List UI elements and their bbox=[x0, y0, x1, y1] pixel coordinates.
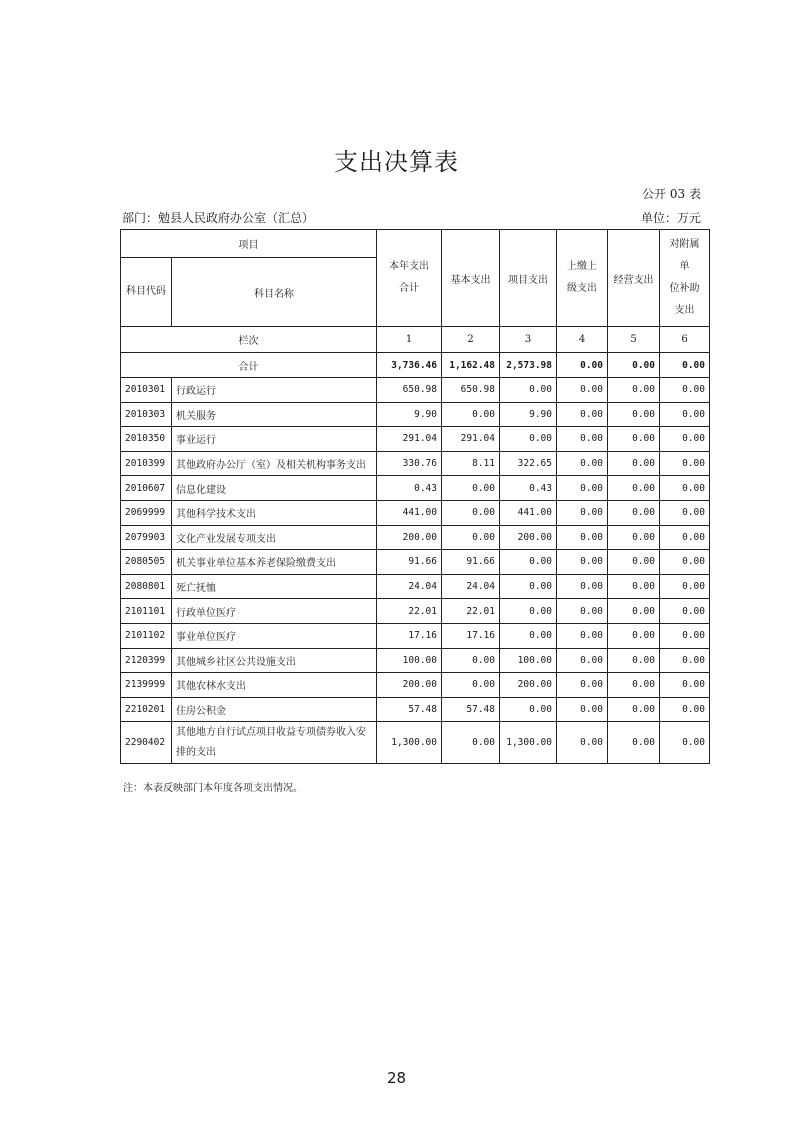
header-line-label: 栏次 bbox=[121, 327, 377, 353]
amount-cell: 0.00 bbox=[608, 599, 660, 624]
amount-cell: 0.00 bbox=[660, 673, 710, 698]
amount-cell: 0.00 bbox=[557, 648, 608, 673]
subject-name: 行政运行 bbox=[172, 378, 377, 403]
amount-cell: 0.00 bbox=[608, 500, 660, 525]
amount-cell: 0.00 bbox=[500, 623, 557, 648]
total-value: 0.00 bbox=[608, 353, 660, 378]
header-business: 经营支出 bbox=[608, 230, 660, 327]
amount-cell: 57.48 bbox=[442, 697, 500, 722]
amount-cell: 291.04 bbox=[442, 427, 500, 452]
line-num: 6 bbox=[660, 327, 710, 353]
amount-cell: 0.00 bbox=[660, 648, 710, 673]
subject-code: 2010607 bbox=[121, 476, 172, 501]
line-num: 5 bbox=[608, 327, 660, 353]
amount-cell: 0.00 bbox=[442, 722, 500, 764]
form-number: 公开 03 表 bbox=[642, 187, 701, 201]
subject-code: 2120399 bbox=[121, 648, 172, 673]
subject-name: 其他城乡社区公共设施支出 bbox=[172, 648, 377, 673]
amount-cell: 0.00 bbox=[608, 550, 660, 575]
amount-cell: 200.00 bbox=[377, 673, 442, 698]
subject-code: 2101102 bbox=[121, 623, 172, 648]
amount-cell: 0.43 bbox=[377, 476, 442, 501]
table-row bbox=[121, 427, 710, 452]
table-row bbox=[121, 378, 710, 403]
amount-cell: 330.76 bbox=[377, 451, 442, 476]
subject-name: 事业单位医疗 bbox=[172, 623, 377, 648]
total-value: 0.00 bbox=[557, 353, 608, 378]
subject-name: 其他科学技术支出 bbox=[172, 500, 377, 525]
amount-cell: 0.00 bbox=[660, 550, 710, 575]
amount-cell: 0.00 bbox=[608, 673, 660, 698]
subject-name: 住房公积金 bbox=[172, 697, 377, 722]
footnote: 注：本表反映部门本年度各项支出情况。 bbox=[123, 783, 303, 794]
total-value: 0.00 bbox=[660, 353, 710, 378]
amount-cell: 100.00 bbox=[500, 648, 557, 673]
subject-code: 2101101 bbox=[121, 599, 172, 624]
amount-cell: 0.00 bbox=[660, 378, 710, 403]
subject-code: 2010350 bbox=[121, 427, 172, 452]
table-row bbox=[121, 673, 710, 698]
amount-cell: 0.00 bbox=[608, 722, 660, 764]
unit-label: 单位：万元 bbox=[640, 211, 701, 225]
subject-code: 2290402 bbox=[121, 722, 172, 764]
amount-cell: 0.00 bbox=[442, 673, 500, 698]
subject-code: 2079903 bbox=[121, 525, 172, 550]
amount-cell: 0.00 bbox=[608, 697, 660, 722]
line-num: 2 bbox=[442, 327, 500, 353]
amount-cell: 0.00 bbox=[660, 574, 710, 599]
header-project: 项目 bbox=[121, 230, 377, 258]
amount-cell: 0.00 bbox=[557, 378, 608, 403]
amount-cell: 24.04 bbox=[377, 574, 442, 599]
table-row bbox=[121, 722, 710, 764]
amount-cell: 0.00 bbox=[660, 697, 710, 722]
subject-name: 其他农林水支出 bbox=[172, 673, 377, 698]
total-row bbox=[121, 353, 710, 378]
table-row bbox=[121, 648, 710, 673]
amount-cell: 0.00 bbox=[557, 599, 608, 624]
amount-cell: 91.66 bbox=[377, 550, 442, 575]
amount-cell: 650.98 bbox=[442, 378, 500, 403]
subject-name: 其他地方自行试点项目收益专项债券收入安排的支出 bbox=[172, 722, 377, 764]
subject-name: 事业运行 bbox=[172, 427, 377, 452]
total-value: 1,162.48 bbox=[442, 353, 500, 378]
subject-code: 2210201 bbox=[121, 697, 172, 722]
amount-cell: 0.00 bbox=[660, 427, 710, 452]
subject-name: 信息化建设 bbox=[172, 476, 377, 501]
amount-cell: 0.00 bbox=[500, 378, 557, 403]
amount-cell: 0.00 bbox=[557, 427, 608, 452]
amount-cell: 0.00 bbox=[557, 500, 608, 525]
amount-cell: 8.11 bbox=[442, 451, 500, 476]
subject-name: 其他政府办公厅（室）及相关机构事务支出 bbox=[172, 451, 377, 476]
table-row bbox=[121, 623, 710, 648]
amount-cell: 22.01 bbox=[377, 599, 442, 624]
amount-cell: 100.00 bbox=[377, 648, 442, 673]
amount-cell: 0.00 bbox=[557, 451, 608, 476]
amount-cell: 0.00 bbox=[660, 525, 710, 550]
line-num: 4 bbox=[557, 327, 608, 353]
amount-cell: 200.00 bbox=[500, 673, 557, 698]
amount-cell: 0.00 bbox=[608, 574, 660, 599]
amount-cell: 200.00 bbox=[500, 525, 557, 550]
table-row bbox=[121, 574, 710, 599]
amount-cell: 0.00 bbox=[660, 500, 710, 525]
amount-cell: 9.90 bbox=[377, 402, 442, 427]
amount-cell: 0.00 bbox=[557, 402, 608, 427]
header-subsidy: 对附属 单 位补助 支出 bbox=[660, 230, 710, 327]
amount-cell: 17.16 bbox=[442, 623, 500, 648]
amount-cell: 0.00 bbox=[557, 550, 608, 575]
amount-cell: 0.43 bbox=[500, 476, 557, 501]
amount-cell: 0.00 bbox=[660, 402, 710, 427]
amount-cell: 0.00 bbox=[608, 427, 660, 452]
header-upper: 上缴上 级支出 bbox=[557, 230, 608, 327]
amount-cell: 0.00 bbox=[660, 476, 710, 501]
header-total: 本年支出 合计 bbox=[377, 230, 442, 327]
amount-cell: 24.04 bbox=[442, 574, 500, 599]
page-title: 支出决算表 bbox=[334, 148, 459, 176]
amount-cell: 0.00 bbox=[557, 476, 608, 501]
table-row bbox=[121, 697, 710, 722]
subject-name: 文化产业发展专项支出 bbox=[172, 525, 377, 550]
table-row bbox=[121, 500, 710, 525]
amount-cell: 0.00 bbox=[608, 378, 660, 403]
page-number: 28 bbox=[386, 1069, 407, 1087]
amount-cell: 0.00 bbox=[660, 451, 710, 476]
amount-cell: 91.66 bbox=[442, 550, 500, 575]
amount-cell: 0.00 bbox=[557, 574, 608, 599]
amount-cell: 0.00 bbox=[557, 673, 608, 698]
amount-cell: 0.00 bbox=[442, 525, 500, 550]
header-project-exp: 项目支出 bbox=[500, 230, 557, 327]
amount-cell: 0.00 bbox=[442, 500, 500, 525]
amount-cell: 0.00 bbox=[442, 402, 500, 427]
amount-cell: 1,300.00 bbox=[500, 722, 557, 764]
table-row bbox=[121, 451, 710, 476]
header-basic: 基本支出 bbox=[442, 230, 500, 327]
amount-cell: 650.98 bbox=[377, 378, 442, 403]
department-label: 部门：勉县人民政府办公室（汇总） bbox=[122, 211, 315, 225]
amount-cell: 0.00 bbox=[557, 623, 608, 648]
amount-cell: 0.00 bbox=[557, 722, 608, 764]
amount-cell: 0.00 bbox=[500, 599, 557, 624]
amount-cell: 0.00 bbox=[557, 697, 608, 722]
subject-name: 行政单位医疗 bbox=[172, 599, 377, 624]
amount-cell: 0.00 bbox=[442, 648, 500, 673]
subject-name: 机关事业单位基本养老保险缴费支出 bbox=[172, 550, 377, 575]
amount-cell: 200.00 bbox=[377, 525, 442, 550]
table-row bbox=[121, 476, 710, 501]
table-row bbox=[121, 525, 710, 550]
amount-cell: 441.00 bbox=[377, 500, 442, 525]
amount-cell: 0.00 bbox=[660, 623, 710, 648]
amount-cell: 0.00 bbox=[660, 599, 710, 624]
expenditure-table bbox=[120, 229, 710, 764]
amount-cell: 0.00 bbox=[608, 476, 660, 501]
line-num: 3 bbox=[500, 327, 557, 353]
amount-cell: 0.00 bbox=[442, 476, 500, 501]
subject-code: 2010303 bbox=[121, 402, 172, 427]
subject-code: 2080505 bbox=[121, 550, 172, 575]
total-value: 3,736.46 bbox=[377, 353, 442, 378]
amount-cell: 0.00 bbox=[500, 574, 557, 599]
amount-cell: 0.00 bbox=[500, 697, 557, 722]
amount-cell: 322.65 bbox=[500, 451, 557, 476]
table-row bbox=[121, 402, 710, 427]
amount-cell: 0.00 bbox=[608, 648, 660, 673]
subject-code: 2010301 bbox=[121, 378, 172, 403]
amount-cell: 441.00 bbox=[500, 500, 557, 525]
subject-code: 2139999 bbox=[121, 673, 172, 698]
header-code: 科目代码 bbox=[121, 258, 172, 327]
total-value: 2,573.98 bbox=[500, 353, 557, 378]
subject-name: 死亡抚恤 bbox=[172, 574, 377, 599]
amount-cell: 1,300.00 bbox=[377, 722, 442, 764]
table-row bbox=[121, 550, 710, 575]
amount-cell: 0.00 bbox=[608, 525, 660, 550]
amount-cell: 0.00 bbox=[500, 550, 557, 575]
amount-cell: 291.04 bbox=[377, 427, 442, 452]
amount-cell: 0.00 bbox=[608, 623, 660, 648]
subject-code: 2010399 bbox=[121, 451, 172, 476]
amount-cell: 0.00 bbox=[557, 525, 608, 550]
subject-code: 2069999 bbox=[121, 500, 172, 525]
amount-cell: 0.00 bbox=[660, 722, 710, 764]
table-row bbox=[121, 599, 710, 624]
amount-cell: 0.00 bbox=[500, 427, 557, 452]
subject-code: 2080801 bbox=[121, 574, 172, 599]
total-label: 合计 bbox=[121, 353, 377, 378]
amount-cell: 17.16 bbox=[377, 623, 442, 648]
line-num: 1 bbox=[377, 327, 442, 353]
amount-cell: 22.01 bbox=[442, 599, 500, 624]
amount-cell: 57.48 bbox=[377, 697, 442, 722]
amount-cell: 0.00 bbox=[608, 451, 660, 476]
amount-cell: 9.90 bbox=[500, 402, 557, 427]
subject-name: 机关服务 bbox=[172, 402, 377, 427]
header-name: 科目名称 bbox=[172, 258, 377, 327]
amount-cell: 0.00 bbox=[608, 402, 660, 427]
